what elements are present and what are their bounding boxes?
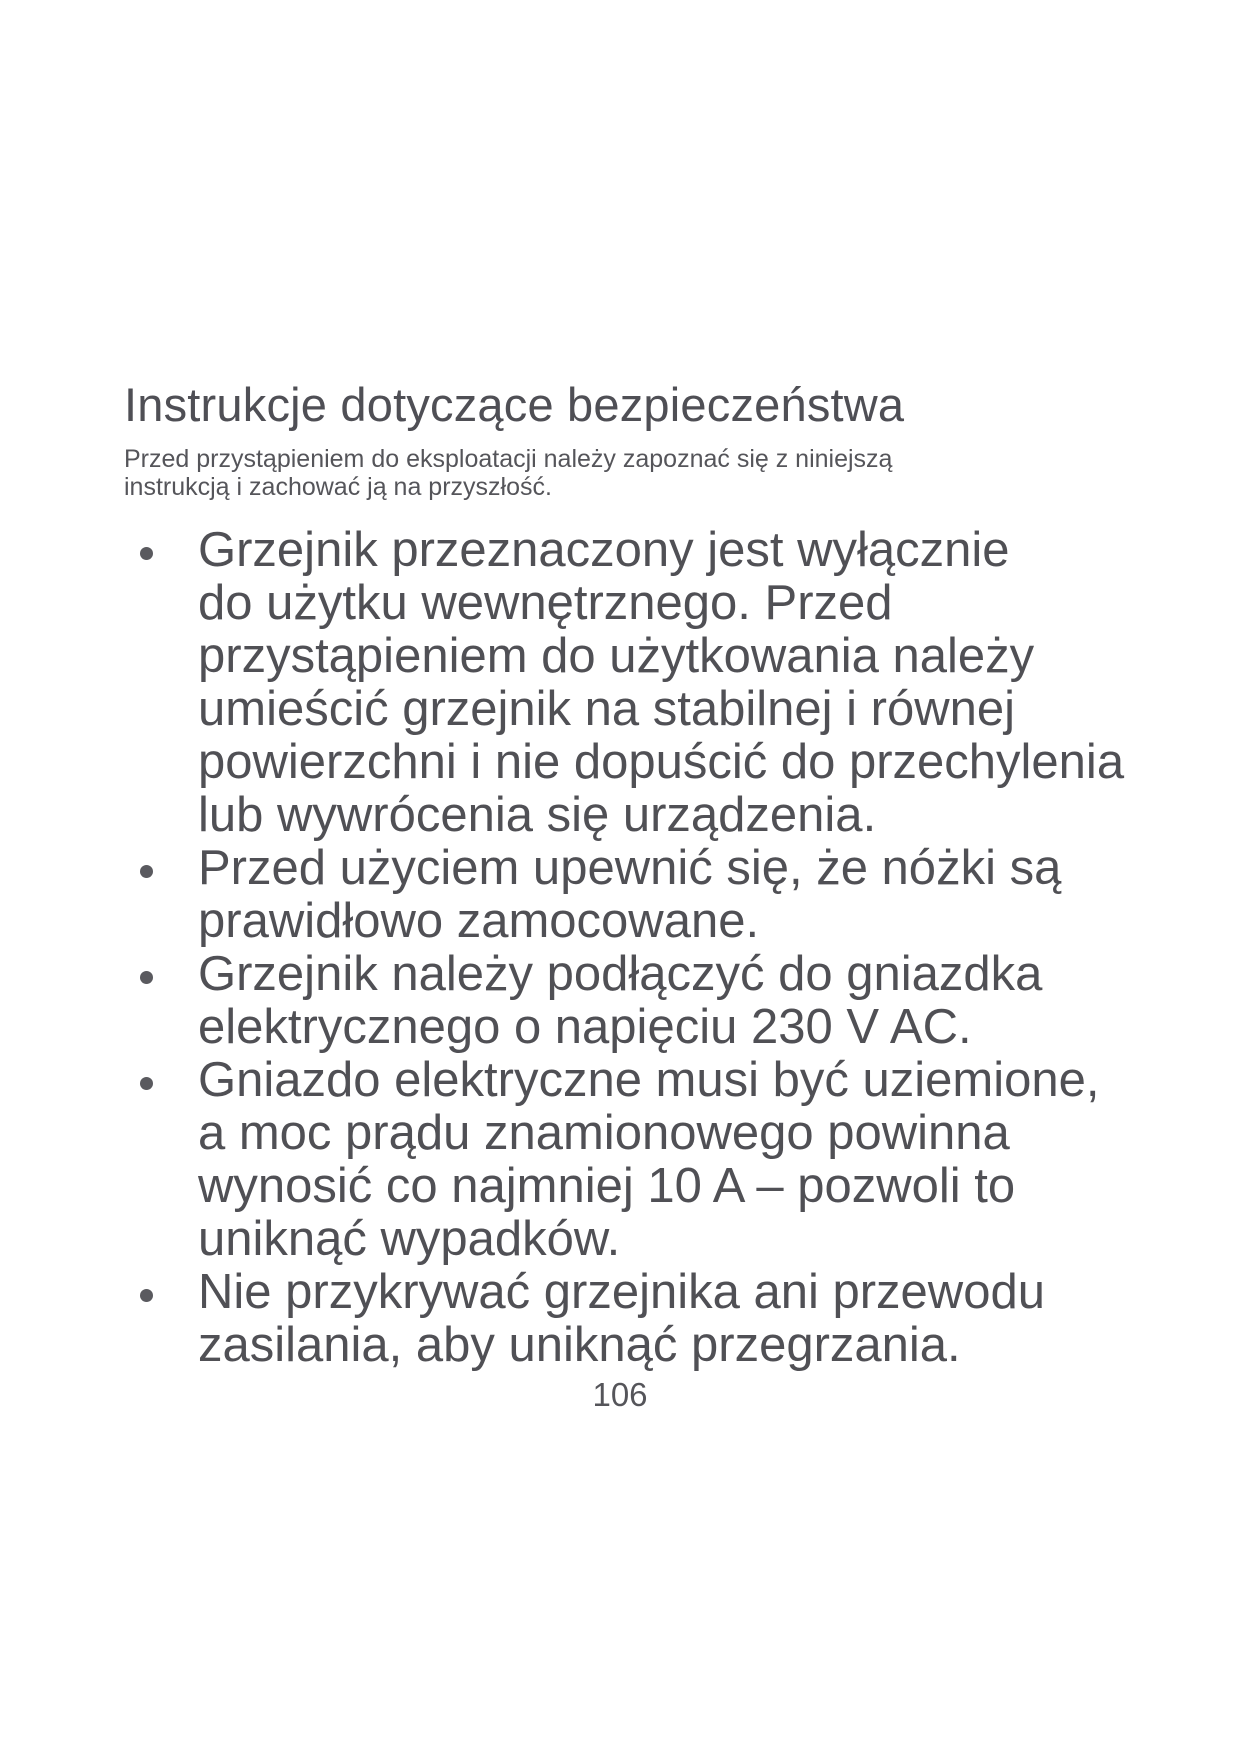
bullet-item: [140, 524, 1140, 842]
bullet-line: przystąpieniem do użytkowania należy: [198, 629, 1035, 683]
bullet-line: prawidłowo zamocowane.: [198, 894, 760, 948]
bullet-dot-icon: [140, 547, 153, 560]
bullet-item: [140, 1054, 1140, 1266]
bullet-dot-icon: [140, 1289, 153, 1302]
bullet-line: wynosić co najmniej 10 A – pozwoli to: [198, 1159, 1016, 1213]
bullet-dot-icon: [140, 971, 153, 984]
page-number: 106: [592, 1376, 648, 1413]
safety-bullet-list: [140, 524, 1140, 1372]
bullet-line: Nie przykrywać grzejnika ani przewodu: [198, 1265, 1045, 1319]
bullet-dot-icon: [140, 865, 153, 878]
bullet-line: zasilania, aby uniknąć przegrzania.: [198, 1318, 961, 1372]
bullet-line: Grzejnik należy podłączyć do gniazdka: [198, 947, 1043, 1001]
bullet-line: Grzejnik przeznaczony jest wyłącznie: [198, 523, 1010, 577]
bullet-line: do użytku wewnętrznego. Przed: [198, 576, 893, 630]
bullet-line: powierzchni i nie dopuścić do przechylenia: [198, 735, 1125, 789]
bullet-item: [140, 948, 1140, 1054]
bullet-item: [140, 1266, 1140, 1372]
bullet-line: Gniazdo elektryczne musi być uziemione,: [198, 1053, 1100, 1107]
bullet-item: [140, 842, 1140, 948]
bullet-line: uniknąć wypadków.: [198, 1212, 621, 1266]
bullet-line: umieścić grzejnik na stabilnej i równej: [198, 682, 1016, 736]
intro-line: instrukcją i zachować ją na przyszłość.: [124, 473, 552, 501]
page-title: Instrukcje dotyczące bezpieczeństwa: [124, 378, 905, 431]
bullet-line: Przed użyciem upewnić się, że nóżki są: [198, 841, 1062, 895]
bullet-line: a moc prądu znamionowego powinna: [198, 1106, 1010, 1160]
intro-text: [124, 445, 1084, 501]
bullet-line: elektrycznego o napięciu 230 V AC.: [198, 1000, 972, 1054]
bullet-line: lub wywrócenia się urządzenia.: [198, 788, 877, 842]
intro-line: Przed przystąpieniem do eksploatacji należy zapoznać się z niniejszą: [124, 445, 893, 473]
bullet-dot-icon: [140, 1077, 153, 1090]
